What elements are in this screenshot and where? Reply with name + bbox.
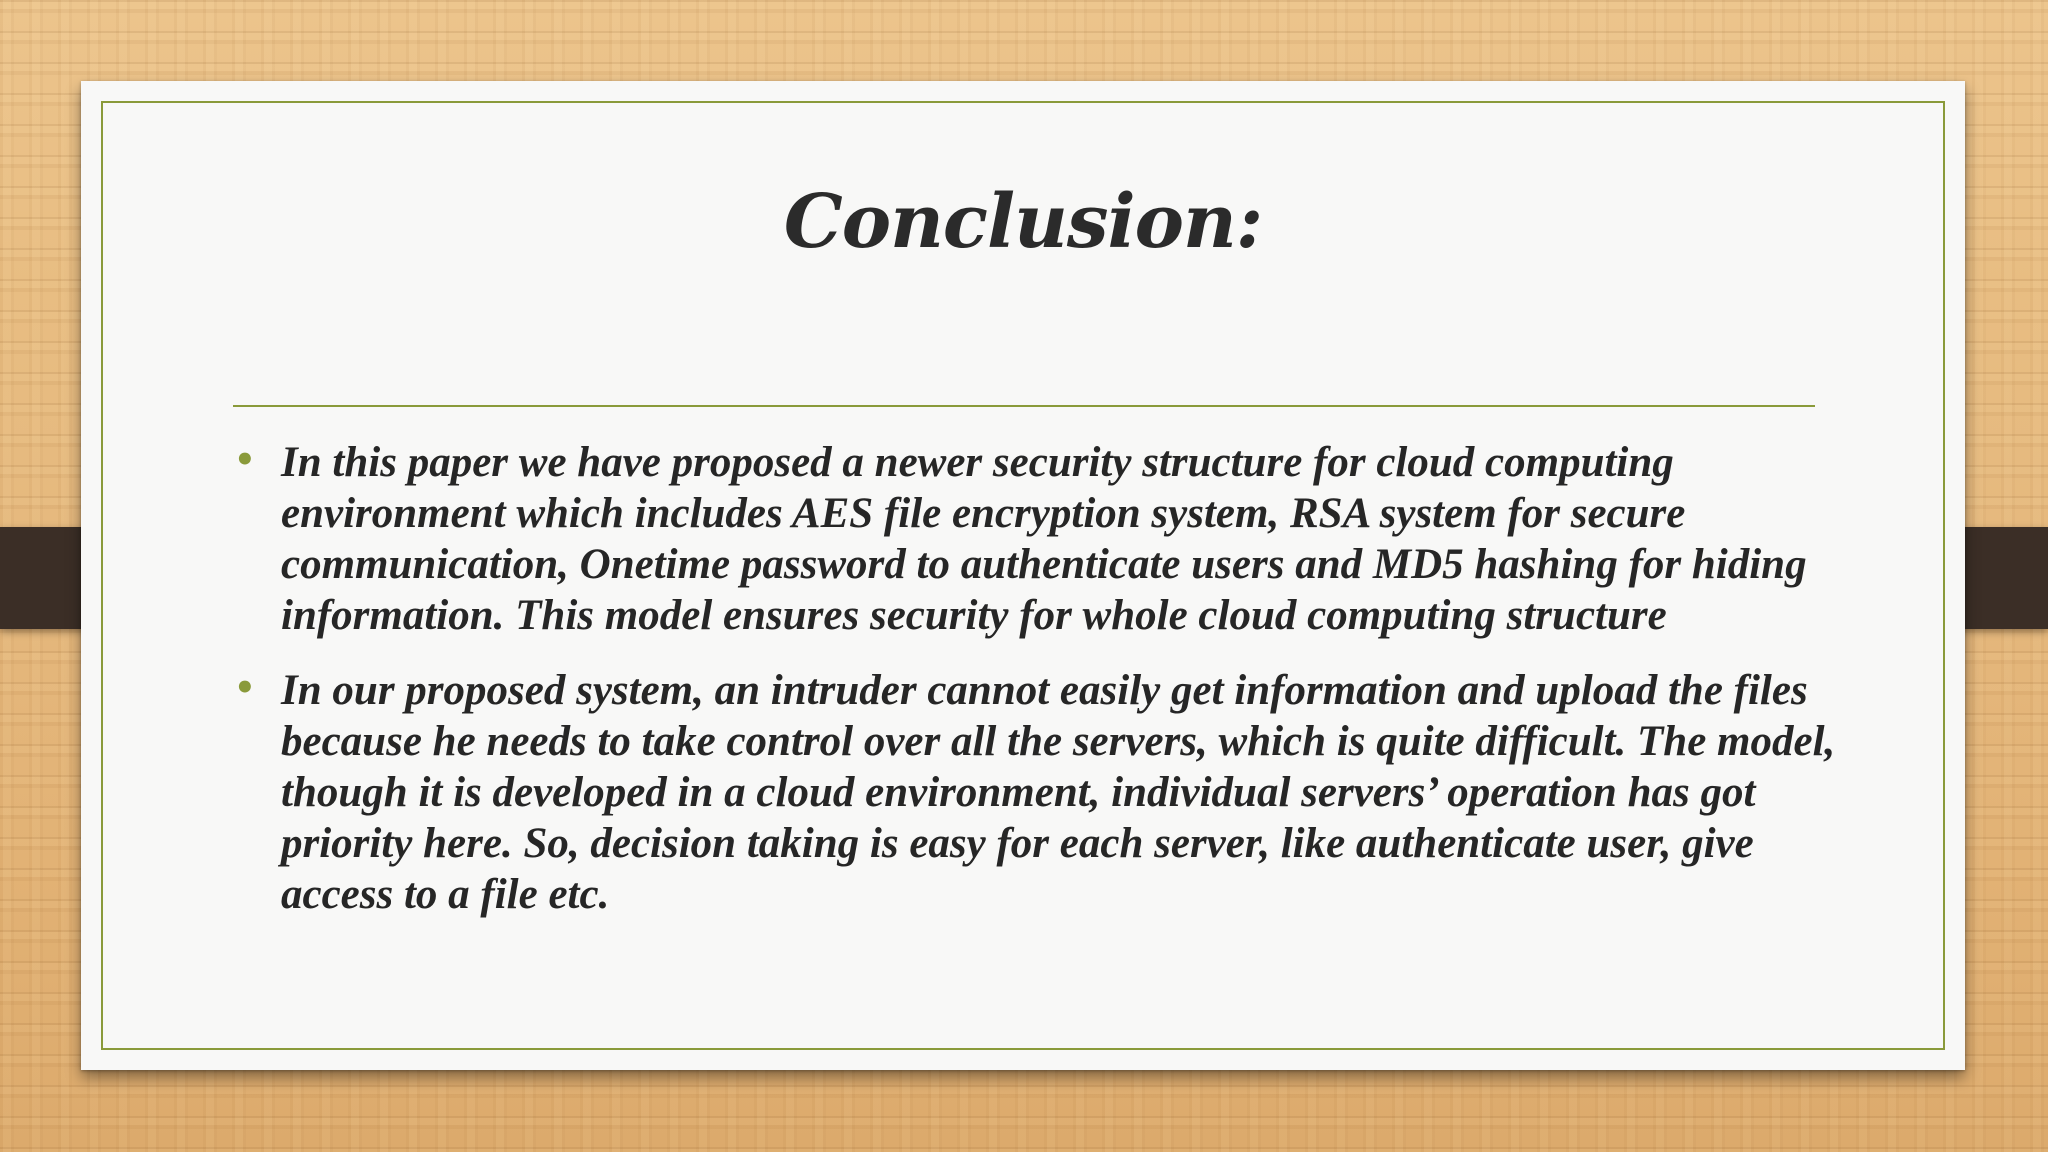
bullet-dot-icon: • [234, 668, 256, 708]
bullet-item [233, 665, 1863, 920]
bullet-item [233, 437, 1863, 641]
bullet-text: In our proposed system, an intruder cannot easily get information and upload the files because he needs to take control over all the servers, which is quite difficult. The model, though it is developed in a cloud environment, individual servers’ operation has got priority here. So, decision taking is easy for each server, like authenticate user, give access to a file etc. [281, 667, 1836, 918]
slide-card [81, 81, 1965, 1070]
title-divider [233, 405, 1815, 407]
bullet-dot-icon: • [234, 440, 256, 480]
bullet-list [233, 437, 1863, 944]
slide-title: Conclusion: [783, 179, 1263, 265]
bullet-text: In this paper we have proposed a newer security structure for cloud computing environment which includes AES file encryption system, RSA system for secure communication, Onetime password to authenticate users and MD5 hashing for hiding information. This model ensures security for whole cloud computing structure [281, 439, 1807, 639]
